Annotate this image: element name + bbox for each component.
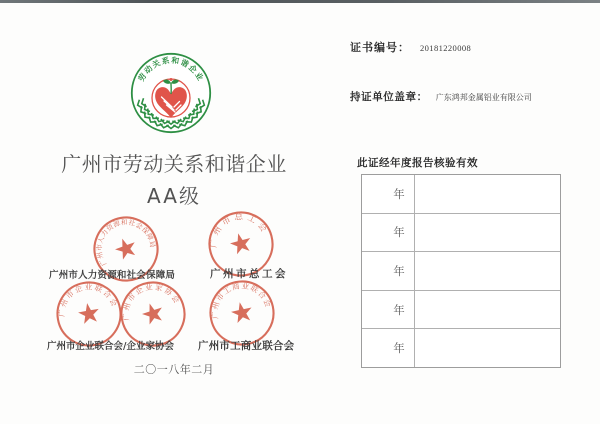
cert-number-row (350, 39, 471, 55)
holder-label: 持证单位盖章： (350, 91, 428, 103)
harmony-emblem-icon (130, 52, 212, 134)
seal-label-zonggonghui: 广州市总工会 (210, 268, 288, 280)
year-cell (362, 214, 415, 252)
certificate-title: 广州市劳动关系和谐企业 (61, 152, 287, 176)
value-cell (415, 175, 560, 213)
seal-label-renshebao: 广州市人力资源和社会保障局 (49, 270, 176, 281)
year-cell (362, 252, 415, 290)
year-label: 年 (393, 263, 405, 278)
seal-arc-text: 广州市企业联合会 (57, 282, 120, 318)
cert-number-value: 20181220008 (420, 43, 472, 53)
year-label: 年 (393, 341, 405, 356)
seal-arc-text: 广州市人力资源和社会保障局 (95, 218, 157, 268)
table-row (362, 175, 560, 213)
seal-arc-text: 广州市工商业联合会 (210, 281, 274, 320)
issue-date: 二〇一八年二月 (133, 363, 215, 376)
table-row (362, 328, 560, 367)
table-row (362, 213, 560, 252)
certificate-grade: AA级 (147, 184, 201, 208)
year-label: 年 (393, 225, 405, 240)
value-cell (415, 214, 560, 252)
seal-label-qiye-lianhehui: 广州市企业联合会/企业家协会 (47, 341, 174, 352)
seal-label-gongshanglian: 广州市工商业联合会 (198, 340, 295, 352)
emblem-arc-text: 劳动关系和谐企业 (136, 55, 206, 84)
seal-arc-text: 广州市总工会 (209, 212, 271, 249)
verification-table (361, 174, 561, 368)
year-label: 年 (393, 186, 405, 201)
verification-heading: 此证经年度报告核验有效 (357, 157, 478, 169)
holder-value: 广东鸿邦金属铝业有限公司 (435, 93, 532, 102)
year-label: 年 (393, 302, 405, 317)
year-cell (362, 329, 415, 367)
table-row (362, 290, 560, 329)
year-cell (362, 291, 415, 329)
value-cell (415, 252, 560, 290)
year-cell (362, 175, 415, 213)
table-row (362, 251, 560, 290)
cert-number-label: 证书编号： (350, 41, 410, 54)
holder-row (350, 89, 532, 104)
scan-top-edge (0, 0, 600, 3)
value-cell (415, 291, 560, 329)
value-cell (415, 329, 560, 367)
seal-arc-text: 广州市企业家协会 (121, 282, 183, 322)
